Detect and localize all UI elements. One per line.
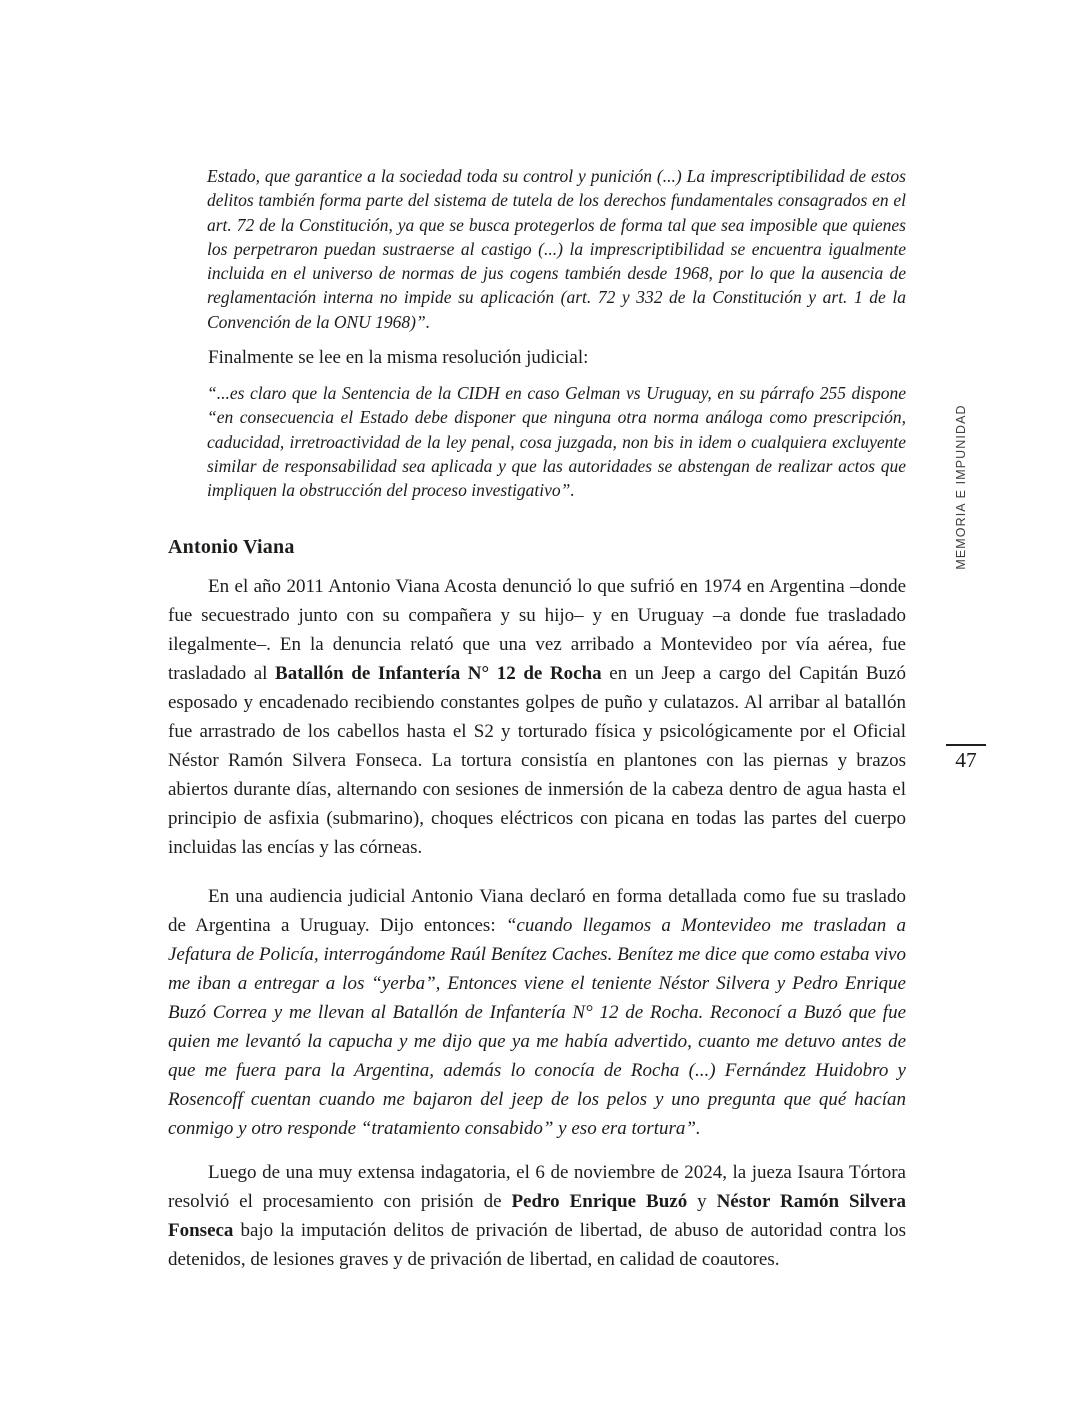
- page-number-block: [946, 744, 986, 773]
- battalion-name-bold: Batallón de Infantería N° 12 de Rocha: [275, 662, 602, 684]
- page-number: 47: [955, 748, 977, 772]
- judicial-resolution-quote-2: “...es claro que la Sentencia de la CIDH en caso Gelman vs Uruguay, en su párrafo 255 dispone “en consecuencia el Estado debe disponer que ninguna otra norma análoga como prescripción, caducidad, irretroactividad de la ley penal, cosa juzgada, non bis in idem o cualquiera excluyente similar de responsabilidad sea aplicada y que las autoridades se abstengan de realizar actos que impliquen la obstrucción del proceso investigativo”.: [207, 383, 906, 501]
- judicial-resolution-quote-1: Estado, que garantice a la sociedad toda su control y punición (...) La imprescriptibilidad de estos delitos también forma parte del sistema de tutela de los derechos fundamentales consagrados en el art. 72 de la Constitución, ya que se busca protegerlos de forma tal que sea imposible que quienes los perpetraron puedan sustraerse al castigo (...) la imprescriptibilidad se encuentra igualmente incluida en el universo de normas de jus cogens también desde 1968, por lo que la ausencia de reglamentación interna no impide su aplicación (art. 72 y 332 de la Constitución y art. 1 de la Convención de la ONU 1968)”.: [207, 166, 906, 332]
- name-nestor-ramon-silvera-fonseca-bold: Néstor Ramón Silvera Fonseca: [168, 1190, 907, 1241]
- paragraph-audiencia-text: En una audiencia judicial Antonio Viana declaró en forma detallada como fue su traslado de Argentina a Uruguay. Dijo entonces:: [168, 885, 906, 936]
- page-content: [168, 164, 906, 1274]
- name-pedro-enrique-buzo-bold: Pedro Enrique Buzó: [511, 1190, 688, 1212]
- intro-paragraph: Finalmente se lee en la misma resolución judicial:: [208, 347, 589, 369]
- paragraph-denuncia-text-2: en un Jeep a cargo del Capitán Buzó esposado y encadenado recibiendo constantes golpes de puño y culatazos. Al arribar al batallón fue arrastrado de los cabellos hasta el S2 y torturado física y psicológicamente por el Oficial Néstor Ramón Silvera Fonseca. La tortura consistía en plantones con las piernas y brazos abiertos durante días, alternando con sesiones de inmersión de la cabeza dentro de agua hasta el principio de asfixia (submarino), choques eléctricos con picana en todas las partes del cuerpo incluidas las encías y las córneas.: [168, 662, 906, 858]
- section-heading-antonio-viana: Antonio Viana: [168, 535, 295, 558]
- paragraph-denuncia-text-1: En el año 2011 Antonio Viana Acosta denunció lo que sufrió en 1974 en Argentina –donde fue secuestrado junto con su compañera y su hijo– y en Uruguay –a donde fue trasladado ilegalmente–. En la denuncia relató que una vez arribado a Montevideo por vía aérea, fue trasladado al: [168, 575, 906, 684]
- running-header-vertical: MEMORIA E IMPUNIDAD: [954, 404, 968, 570]
- paragraph-audiencia: [168, 882, 906, 1143]
- paragraph-denuncia: [168, 572, 906, 862]
- page-number-rule: [946, 744, 986, 746]
- paragraph-procesamiento: [168, 1158, 906, 1274]
- testimony-quote-italic: “cuando llegamos a Montevideo me trasladan a Jefatura de Policía, interrogándome Raúl Benítez Caches. Benítez me dice que como estaba vivo me iban a entregar a los “yerba”, Entonces viene el teniente Néstor Silvera y Pedro Enrique Buzó Correa y me llevan al Batallón de Infantería N° 12 de Rocha. Reconocí a Buzó que fue quien me levantó la capucha y me dijo que ya me había advertido, cuanto me detuvo antes de que me fuera para la Argentina, además lo conocía de Rocha (...) Fernández Huidobro y Rosencoff cuentan cuando me bajaron del jeep de los pelos y uno pregunta que qué hacían conmigo y otro responde “tratamiento consabido” y eso era tortura”.: [168, 914, 906, 1139]
- paragraph-procesamiento-text-2: y: [687, 1190, 717, 1212]
- paragraph-procesamiento-text-3: bajo la imputación delitos de privación de libertad, de abuso de autoridad contra los detenidos, de lesiones graves y de privación de libertad, en calidad de coautores.: [168, 1219, 906, 1270]
- paragraph-procesamiento-text-1: Luego de una muy extensa indagatoria, el 6 de noviembre de 2024, la jueza Isaura Tórtora resolvió el procesamiento con prisión de: [168, 1161, 906, 1212]
